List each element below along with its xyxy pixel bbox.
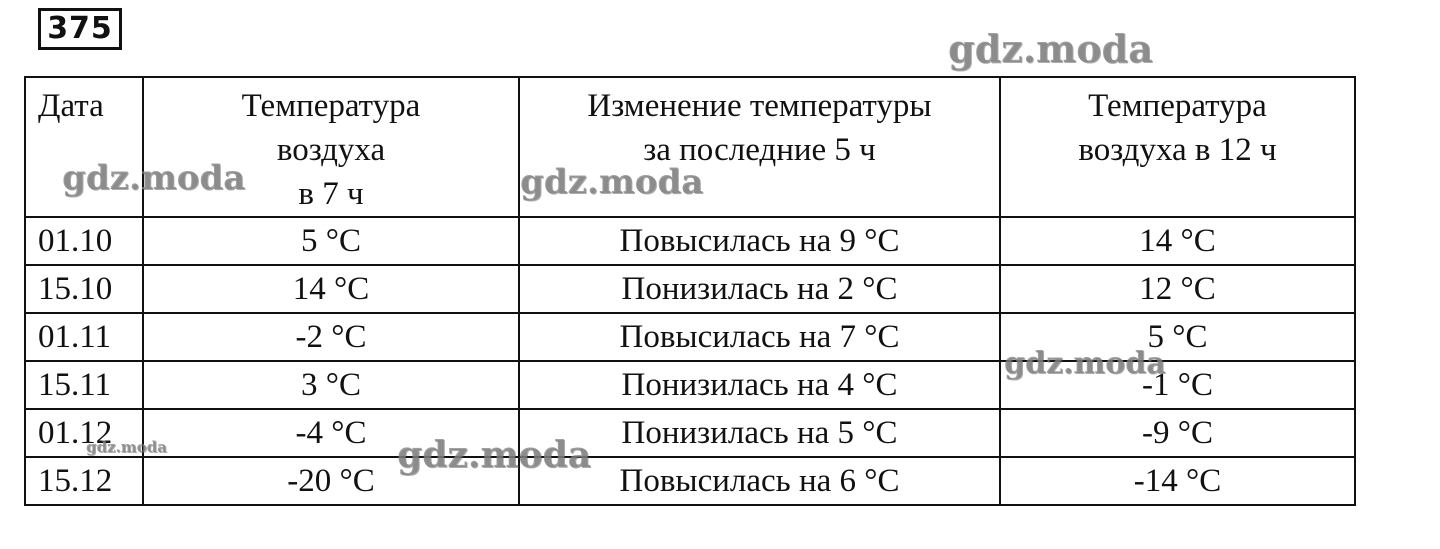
cell-change: Понизилась на 5 °C	[519, 409, 1000, 457]
cell-temp-12h: -1 °C	[1000, 361, 1355, 409]
header-line: в 7 ч	[298, 176, 364, 212]
cell-date: 01.10	[25, 217, 143, 265]
cell-change: Понизилась на 4 °C	[519, 361, 1000, 409]
table-row	[25, 217, 1355, 265]
cell-temp-7h: 3 °C	[143, 361, 519, 409]
table-row	[25, 313, 1355, 361]
cell-change: Повысилась на 6 °C	[519, 457, 1000, 505]
cell-change: Понизилась на 2 °C	[519, 265, 1000, 313]
header-temp-7h	[143, 77, 519, 217]
temperature-table	[24, 76, 1356, 506]
header-line: за последние 5 ч	[643, 132, 876, 168]
watermark: gdz.moda	[948, 26, 1153, 71]
watermark: gdz.moda	[62, 158, 246, 198]
cell-temp-12h: -9 °C	[1000, 409, 1355, 457]
watermark: gdz.moda	[86, 438, 167, 456]
cell-change: Повысилась на 7 °C	[519, 313, 1000, 361]
watermark: gdz.moda	[1004, 346, 1166, 381]
cell-temp-12h: -14 °C	[1000, 457, 1355, 505]
header-date	[25, 77, 143, 217]
cell-temp-7h: 5 °C	[143, 217, 519, 265]
watermark: gdz.moda	[520, 162, 704, 202]
header-line: Температура	[241, 88, 421, 124]
cell-temp-7h: 14 °C	[143, 265, 519, 313]
header-line: воздуха в 12 ч	[1078, 132, 1277, 168]
header-temp-change	[519, 77, 1000, 217]
cell-date: 01.11	[25, 313, 143, 361]
cell-date: 01.12	[25, 409, 143, 457]
header-temp-12h	[1000, 77, 1355, 217]
cell-temp-7h: -4 °C	[143, 409, 519, 457]
table-row	[25, 265, 1355, 313]
cell-date: 15.11	[25, 361, 143, 409]
header-line: Дата	[38, 88, 104, 124]
table-row	[25, 409, 1355, 457]
header-line: Температура	[1088, 88, 1267, 124]
cell-temp-12h: 12 °C	[1000, 265, 1355, 313]
header-line: Изменение температуры	[587, 88, 932, 124]
cell-temp-7h: -20 °C	[143, 457, 519, 505]
table-row	[25, 361, 1355, 409]
cell-change: Повысилась на 9 °C	[519, 217, 1000, 265]
cell-date: 15.12	[25, 457, 143, 505]
watermark: gdz.moda	[397, 434, 591, 476]
cell-temp-12h: 14 °C	[1000, 217, 1355, 265]
cell-temp-7h: -2 °C	[143, 313, 519, 361]
header-line: воздуха	[276, 132, 386, 168]
cell-temp-12h: 5 °C	[1000, 313, 1355, 361]
cell-date: 15.10	[25, 265, 143, 313]
task-number: 375	[38, 8, 122, 50]
table-row	[25, 457, 1355, 505]
